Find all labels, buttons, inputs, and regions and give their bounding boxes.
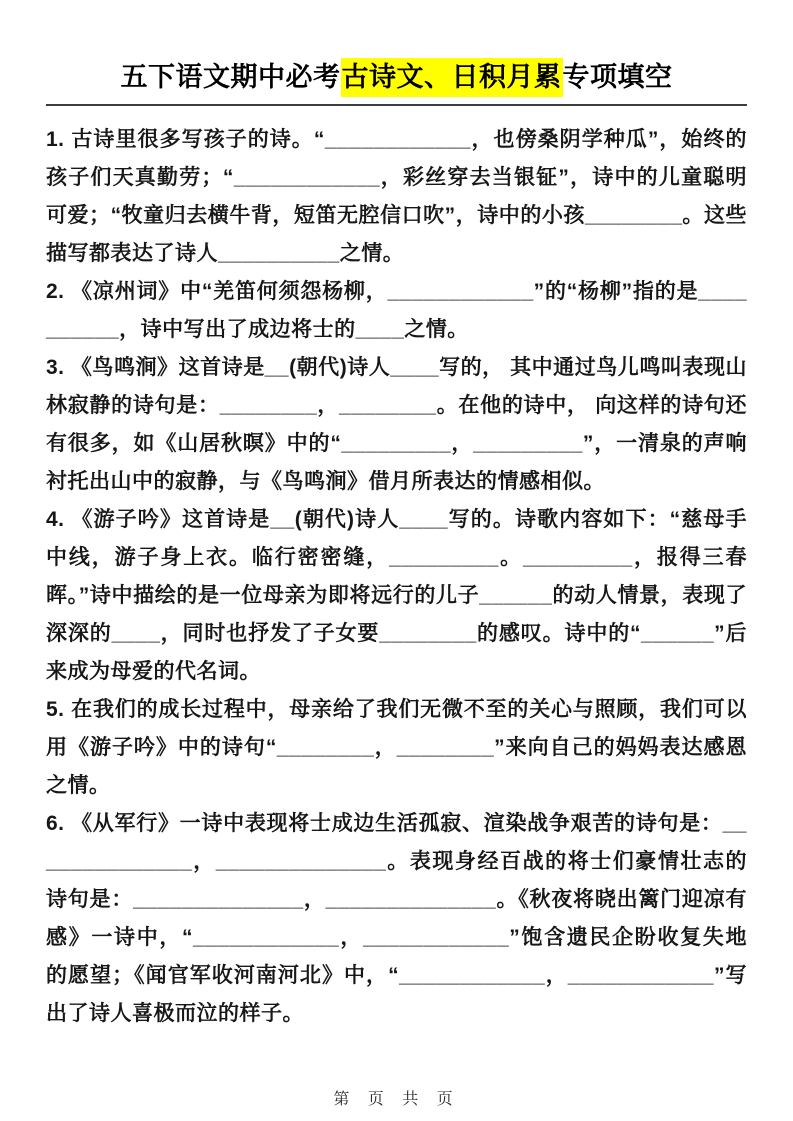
question-item-6: 6. 《从军行》一诗中表现将士成边生活孤寂、渲染战争艰苦的诗句是：______________，______________。表现身经百战的将士们豪情壮志的诗句是：______________，______________。《秋夜将晓出篱门迎凉有感》一诗中，“____________，____________”饱含遗民企盼收复失地的愿望；《闻官军收河南河北》中，“____________，____________”写出了诗人喜极而泣的样子。 <box>46 812 747 1025</box>
page-title <box>46 58 747 97</box>
question-item-2: 2. 《凉州词》中“羌笛何须怨杨柳，____________”的“杨柳”指的是__________，诗中写出了成边将士的____之情。 <box>46 280 747 341</box>
title-suffix: 专项填空 <box>562 62 673 92</box>
question-item-1: 1. 古诗里很多写孩子的诗。“____________，也傍桑阴学种瓜”，始终的孩子们天真勤劳；“____________，彩丝穿去当银钲”，诗中的儿童聪明可爱；“牧童归去横牛背，短笛无腔信口吹”，诗中的小孩________。这些描写都表达了诗人__________之情。 <box>46 128 747 265</box>
worksheet-body <box>46 121 747 1033</box>
title-highlight: 古诗文、日积月累 <box>341 58 563 97</box>
page-footer: 第 页 共 页 <box>333 1091 460 1108</box>
title-divider <box>46 104 747 106</box>
question-item-4: 4. 《游子吟》这首诗是__(朝代)诗人____写的。诗歌内容如下：“慈母手中线，游子身上衣。临行密密缝，_________。_________，报得三春晖。”诗中描绘的是一位母亲为即将远行的儿子______的动人情景，表现了深深的____，同时也抒发了子女要________的感叹。诗中的“______”后来成为母爱的代名词。 <box>46 508 747 683</box>
title-prefix: 五下语文期中必考 <box>120 62 341 92</box>
question-item-5: 5. 在我们的成长过程中，母亲给了我们无微不至的关心与照顾，我们可以用《游子吟》中的诗句“________，________”来向自己的妈妈表达感恩之情。 <box>46 698 747 797</box>
question-item-3: 3. 《鸟鸣涧》这首诗是__(朝代)诗人____写的， 其中通过鸟儿鸣叫表现山林寂静的诗句是：________，________。在他的诗中， 向这样的诗句还有很多，如《山居秋暝》中的“_________，_________”，一清泉的声响衬托出山中的寂静，与《鸟鸣涧》借月所表达的情感相似。 <box>46 356 747 493</box>
